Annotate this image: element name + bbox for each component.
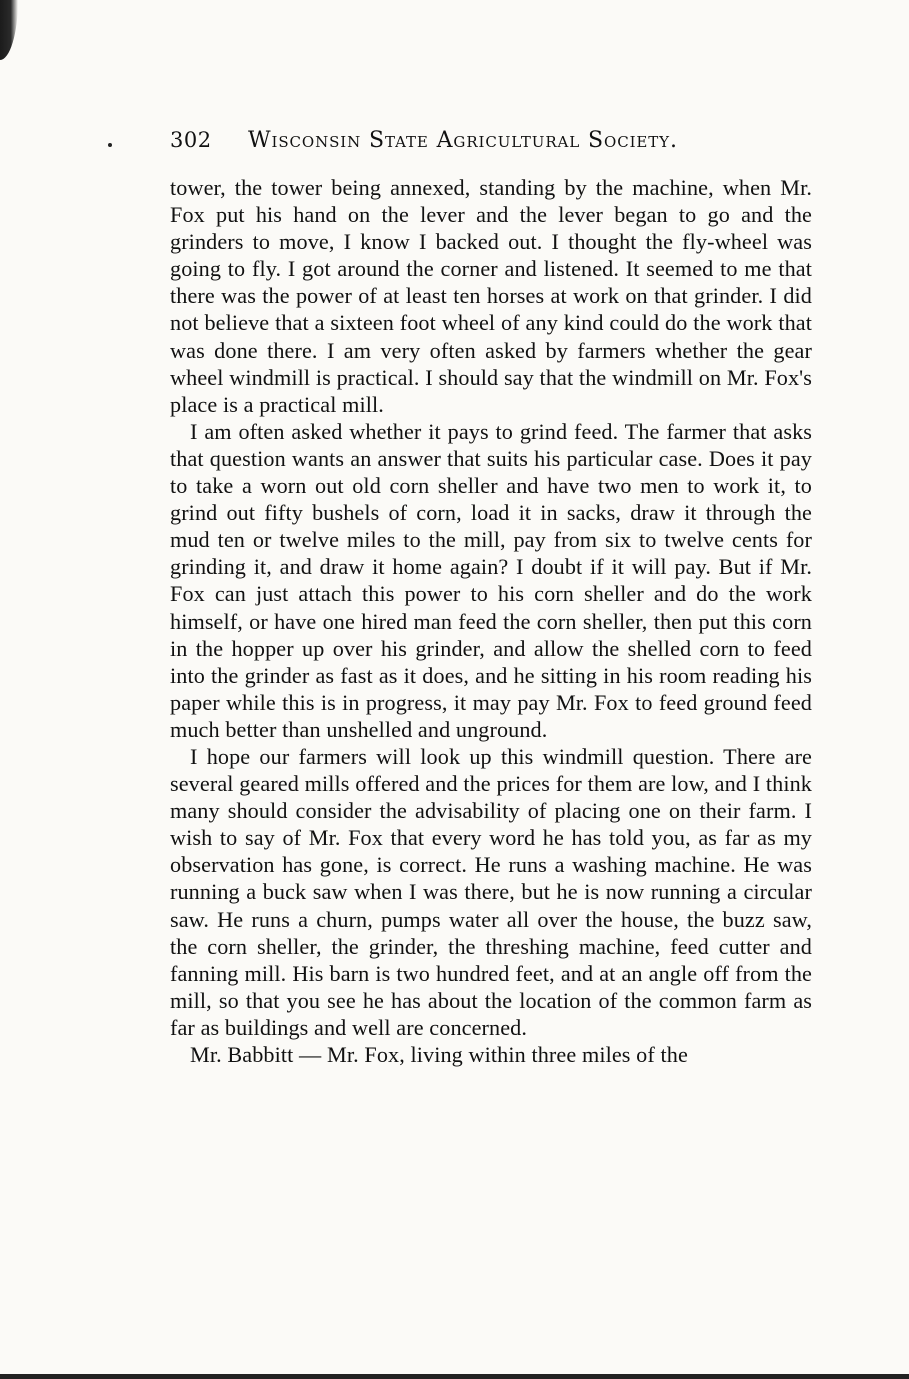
body-text (170, 174, 812, 1068)
page-edge-shadow (0, 0, 18, 60)
paragraph-4: Mr. Babbitt — Mr. Fox, living within three miles of the (190, 1042, 688, 1067)
paragraph-3: I hope our farmers will look up this windmill question. There are several geared mills offered and the prices for them are low, and I think many should consider the advisability of placing one on their farm. I wish to say of Mr. Fox that every word he has told you, as far as my observation has gone, is correct. He runs a washing machine. He was running a buck saw when I was there, but he is now running a circular saw. He runs a churn, pumps water all over the house, the buzz saw, the corn sheller, the grinder, the threshing machine, feed cutter and fanning mill. His barn is two hundred feet, and at an angle off from the mill, so that you see he has about the location of the common farm as far as buildings and well are concerned. (170, 743, 812, 1040)
ink-speck (108, 143, 112, 147)
page-number: 302 (170, 128, 212, 152)
paragraph-2: I am often asked whether it pays to grind feed. The farmer that asks that question wants an answer that suits his particular case. Does it pay to take a worn out old corn sheller and have two men to work it, to grind out fifty bushels of corn, load it in sacks, draw it through the mud ten or twelve miles to the mill, pay from six to twelve cents for grinding it, and draw it home again? I doubt if it will pay. But if Mr. Fox can just attach this power to his corn sheller and do the work himself, or have one hired man feed the corn sheller, then put this corn in the hopper up over his grinder, and allow the shelled corn to feed into the grinder as fast as it does, and he sitting in his room reading his paper while this is in progress, it may pay Mr. Fox to feed ground feed much better than unshelled and unground. (170, 418, 812, 742)
running-title: Wisconsin State Agricultural Society. (248, 128, 678, 153)
page-header (170, 128, 810, 153)
page-bottom-edge (0, 1374, 909, 1379)
paragraph-1: tower, the tower being annexed, standing by the machine, when Mr. Fox put his hand on the lever and the lever began to go and the grinders to move, I know I backed out. I thought the fly-wheel was going to fly. I got around the corner and listened. It seemed to me that there was the power of at least ten horses at work on that grinder. I did not believe that a sixteen foot wheel of any kind could do the work that was done there. I am very often asked by farmers whether the gear wheel windmill is practical. I should say that the windmill on Mr. Fox's place is a practical mill. (170, 175, 812, 417)
